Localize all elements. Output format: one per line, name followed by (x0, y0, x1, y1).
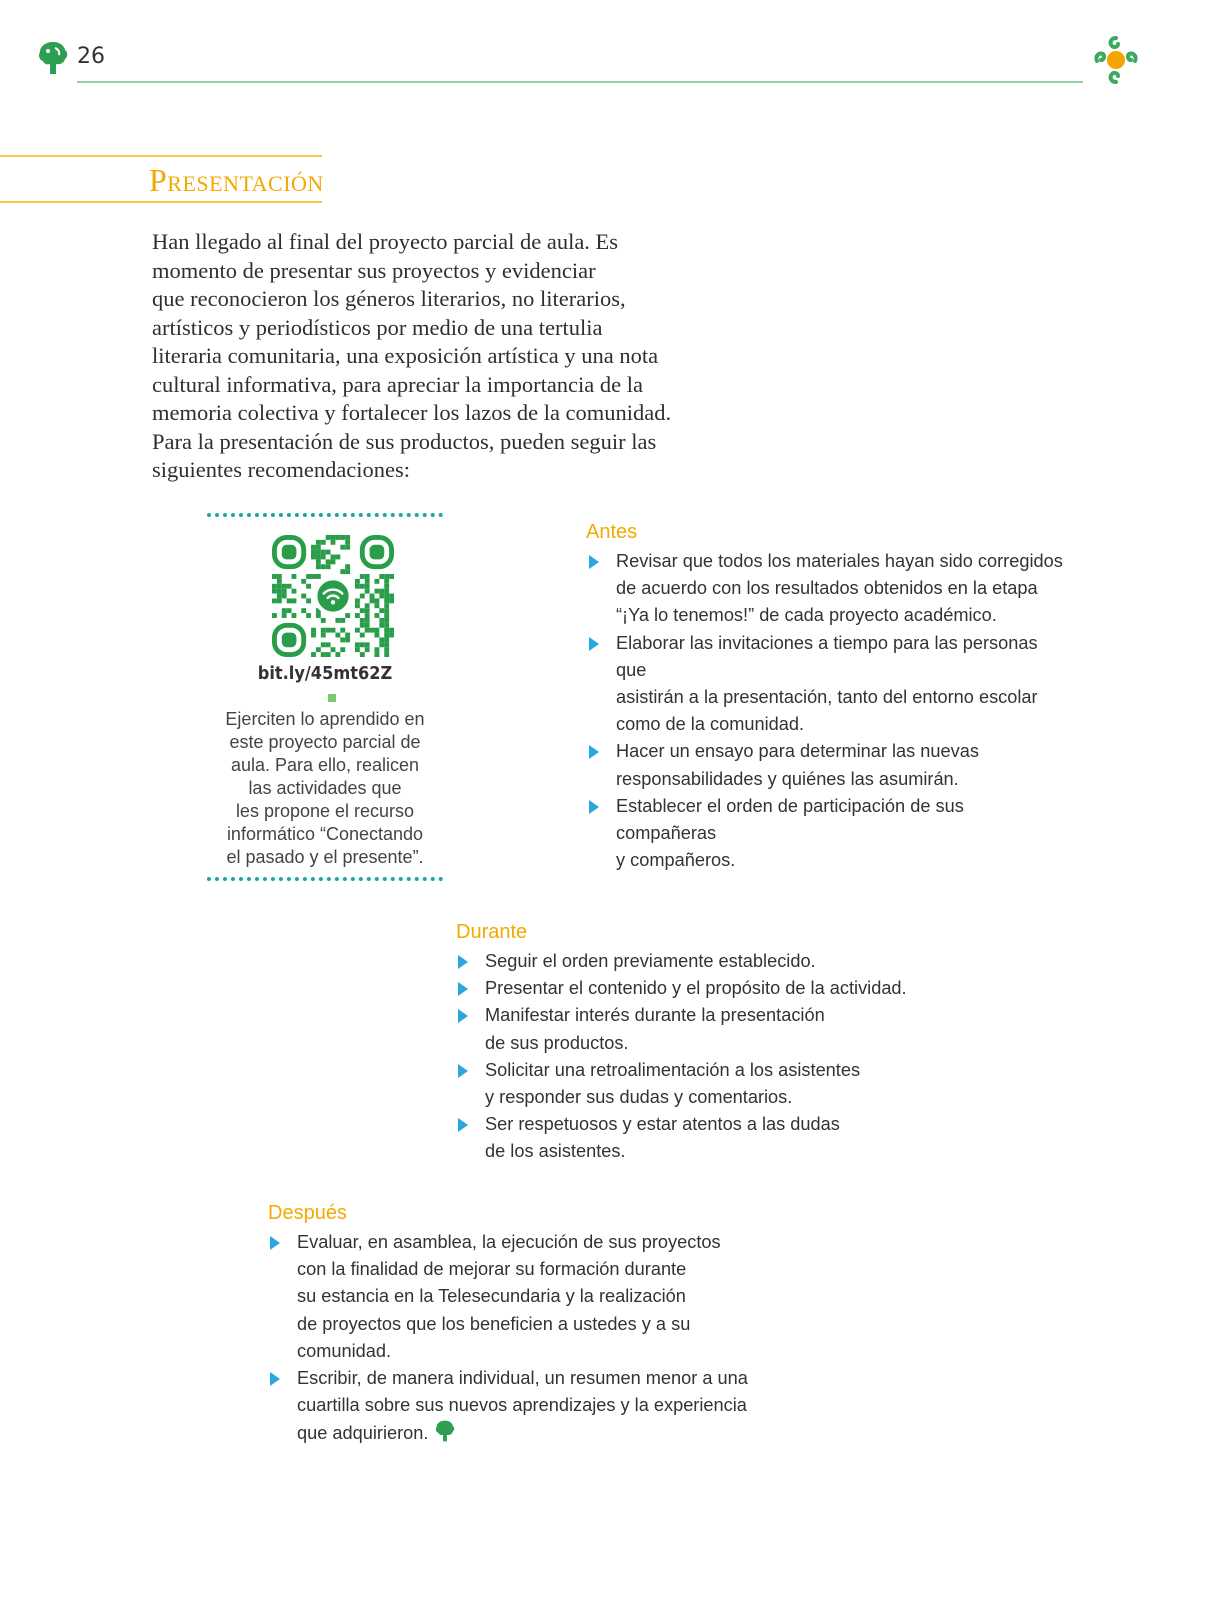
triangle-bullet-icon (458, 1064, 468, 1078)
qr-caption-line: aula. Para ello, realicen (230, 755, 420, 775)
list-item-line: comunidad. (297, 1340, 392, 1361)
list-item-line: de los asistentes. (485, 1141, 626, 1162)
list-item (268, 1365, 748, 1448)
triangle-bullet-icon (589, 800, 599, 814)
list-item-line: su estancia en la Telesecundaria y la realización (297, 1286, 686, 1307)
durante-list (456, 948, 936, 1166)
qr-caption (207, 708, 443, 869)
intro-line: artísticos y periodísticos por medio de una tertulia (152, 314, 603, 340)
list-item-line: “¡Ya lo tenemos!” de cada proyecto académico. (616, 605, 997, 626)
ornament-icon (1089, 33, 1145, 85)
qr-caption-line: informático “Conectando (226, 824, 424, 844)
despues-list (268, 1229, 748, 1448)
list-item (456, 1111, 936, 1165)
list-item (456, 975, 936, 1002)
list-item-line: responsabilidades y quiénes las asumirán. (616, 768, 959, 789)
list-item-line: Establecer el orden de participación de sus compañeras (616, 795, 964, 844)
qr-code[interactable] (272, 535, 394, 657)
qr-caption-line: les propone el recurso (235, 801, 415, 821)
list-item-line: Ser respetuosos y estar atentos a las dudas (485, 1114, 840, 1135)
list-item-line: Solicitar una retroalimentación a los asistentes (485, 1059, 861, 1080)
qr-caption-line: Ejerciten lo aprendido en (225, 709, 425, 729)
header-divider (77, 81, 1083, 83)
intro-line: literaria comunitaria, una exposición artística y una nota (152, 343, 659, 368)
triangle-bullet-icon (270, 1372, 280, 1386)
tree-mascot-icon (434, 1419, 456, 1443)
triangle-bullet-icon (458, 982, 468, 996)
list-item-line: Revisar que todos los materiales hayan sido corregidos (616, 551, 1063, 571)
triangle-bullet-icon (589, 745, 599, 759)
qr-link[interactable]: bit.ly/45mt62Z (257, 663, 393, 684)
qr-caption-line: este proyecto parcial de (229, 732, 421, 752)
list-item-line: de proyectos que los beneficien a ustedes y a su (297, 1313, 691, 1334)
triangle-bullet-icon (589, 555, 599, 569)
list-item (587, 630, 1067, 739)
list-item-line: Hacer un ensayo para determinar las nuevas (616, 741, 979, 762)
qr-box-top-rule (207, 513, 443, 517)
list-item-line: de sus productos. (485, 1032, 629, 1053)
list-item (268, 1229, 748, 1365)
antes-list (587, 548, 1067, 874)
list-item-line: y responder sus dudas y comentarios. (485, 1087, 793, 1108)
list-item-line: Presentar el contenido y el propósito de la actividad. (485, 978, 907, 999)
intro-line: Para la presentación de sus productos, pueden seguir las (152, 428, 657, 454)
title-rule-top (0, 155, 322, 157)
list-item-line: Manifestar interés durante la presentación (485, 1005, 825, 1026)
list-item (456, 948, 936, 975)
list-item-line: Seguir el orden previamente establecido. (485, 951, 816, 971)
list-item-line: y compañeros. (616, 850, 736, 871)
list-item (456, 1002, 936, 1056)
list-item-line: con la finalidad de mejorar su formación durante (297, 1259, 687, 1280)
intro-line: siguientes recomendaciones: (152, 457, 411, 482)
title-rule-bottom (0, 201, 322, 203)
triangle-bullet-icon (270, 1236, 280, 1250)
triangle-bullet-icon (458, 955, 468, 969)
green-square-marker (328, 694, 336, 702)
intro-line: que reconocieron los géneros literarios, no literarios, (152, 286, 626, 311)
qr-caption-line: las actividades que (248, 778, 402, 798)
intro-line: cultural informativa, para apreciar la importancia de la (152, 371, 644, 397)
list-item (587, 548, 1067, 630)
intro-paragraph (152, 228, 697, 485)
intro-line: Han llegado al final del proyecto parcial de aula. Es (152, 229, 619, 254)
list-item (587, 738, 1067, 792)
list-item (456, 1057, 936, 1111)
list-item-line: Evaluar, en asamblea, la ejecución de sus proyectos (297, 1232, 721, 1252)
antes-heading: Antes (586, 521, 638, 543)
despues-heading: Después (268, 1202, 347, 1224)
list-item (587, 793, 1067, 875)
triangle-bullet-icon (458, 1009, 468, 1023)
tree-mascot-icon (36, 40, 70, 76)
qr-caption-line: el pasado y el presente”. (226, 847, 424, 867)
qr-box-bottom-rule (207, 877, 443, 881)
list-item-line: asistirán a la presentación, tanto del entorno escolar (616, 687, 1038, 708)
durante-heading: Durante (456, 921, 528, 943)
list-item-line: como de la comunidad. (616, 714, 805, 735)
intro-line: memoria colectiva y fortalecer los lazos de la comunidad. (152, 400, 672, 425)
list-item-line: que adquirieron. (297, 1423, 429, 1444)
triangle-bullet-icon (458, 1118, 468, 1132)
list-item-line: Elaborar las invitaciones a tiempo para las personas que (616, 632, 1038, 680)
list-item-line: Escribir, de manera individual, un resumen menor a una (297, 1368, 748, 1389)
page-number: 26 (77, 44, 105, 69)
list-item-line: cuartilla sobre sus nuevos aprendizajes y la experiencia (297, 1395, 747, 1416)
triangle-bullet-icon (589, 637, 599, 651)
list-item-line: de acuerdo con los resultados obtenidos en la etapa (616, 578, 1038, 599)
section-title: Presentación (149, 162, 324, 198)
intro-line: momento de presentar sus proyectos y evidenciar (152, 257, 596, 283)
